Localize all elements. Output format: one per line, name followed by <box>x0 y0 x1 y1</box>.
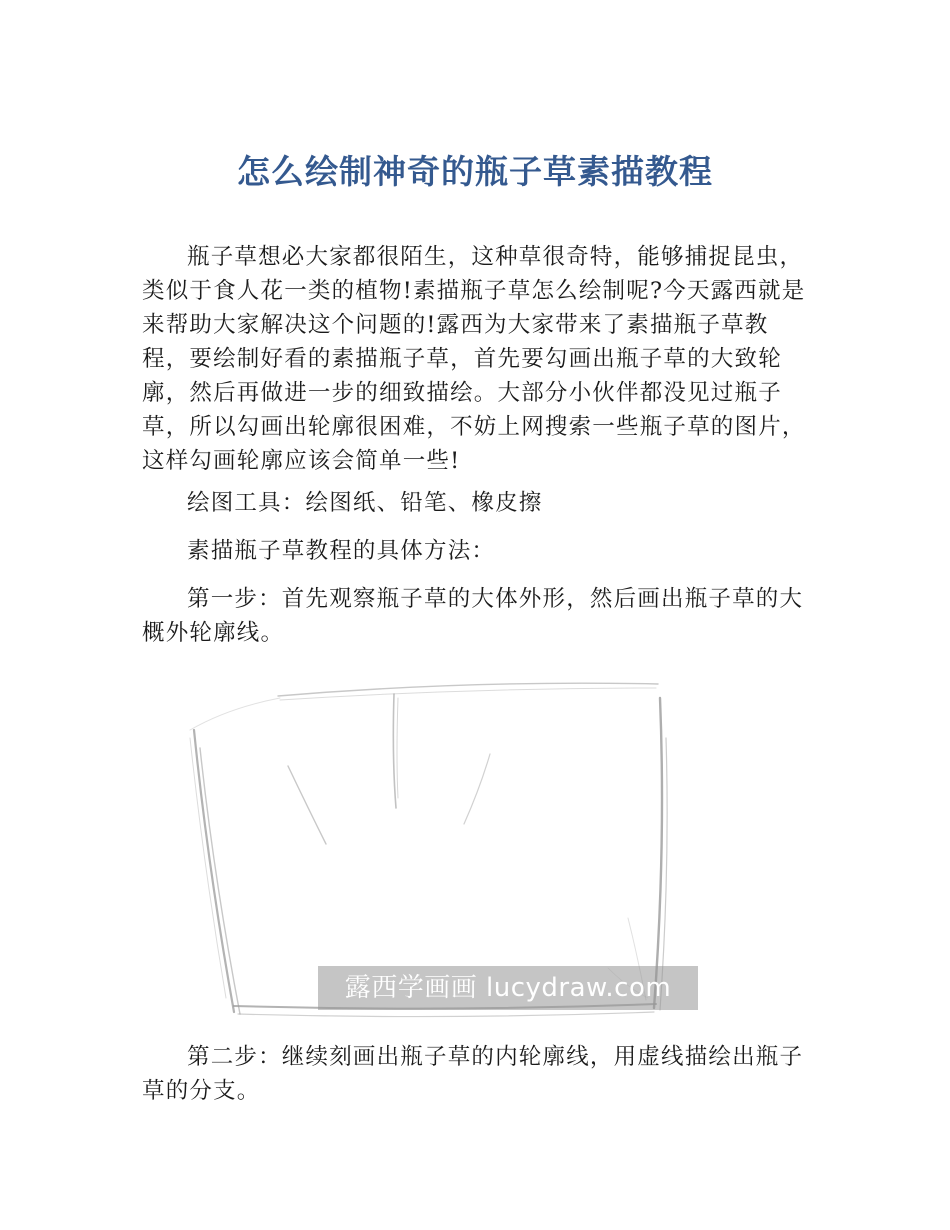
step-two-paragraph: 第二步：继续刻画出瓶子草的内轮廓线，用虚线描绘出瓶子草的分支。 <box>142 1044 804 1104</box>
intro-paragraph: 瓶子草想必大家都很陌生，这种草很奇特，能够捕捉昆虫，类似于食人花一类的植物!素描瓶子草怎么绘制呢?今天露西就是来帮助大家解决这个问题的!露西为大家带来了素描瓶子草教程，要绘制好看的素描瓶子草，首先要勾画出瓶子草的大致轮廓，然后再做进一步的细致描绘。大部分小伙伴都没见过瓶子草，所以勾画出轮廓很困难，不妨上网搜索一些瓶子草的图片，这样勾画轮廓应该会简单一些! <box>142 244 806 474</box>
method-heading-paragraph: 素描瓶子草教程的具体方法： <box>187 538 496 564</box>
tools-paragraph: 绘图工具：绘图纸、铅笔、橡皮擦 <box>187 490 543 516</box>
sketch-image <box>168 668 700 1030</box>
step-one-paragraph: 第一步：首先观察瓶子草的大体外形，然后画出瓶子草的大概外轮廓线。 <box>142 586 804 646</box>
image-watermark: 露西学画画 lucydraw.com <box>318 966 698 1010</box>
page-title: 怎么绘制神奇的瓶子草素描教程 <box>237 152 713 191</box>
